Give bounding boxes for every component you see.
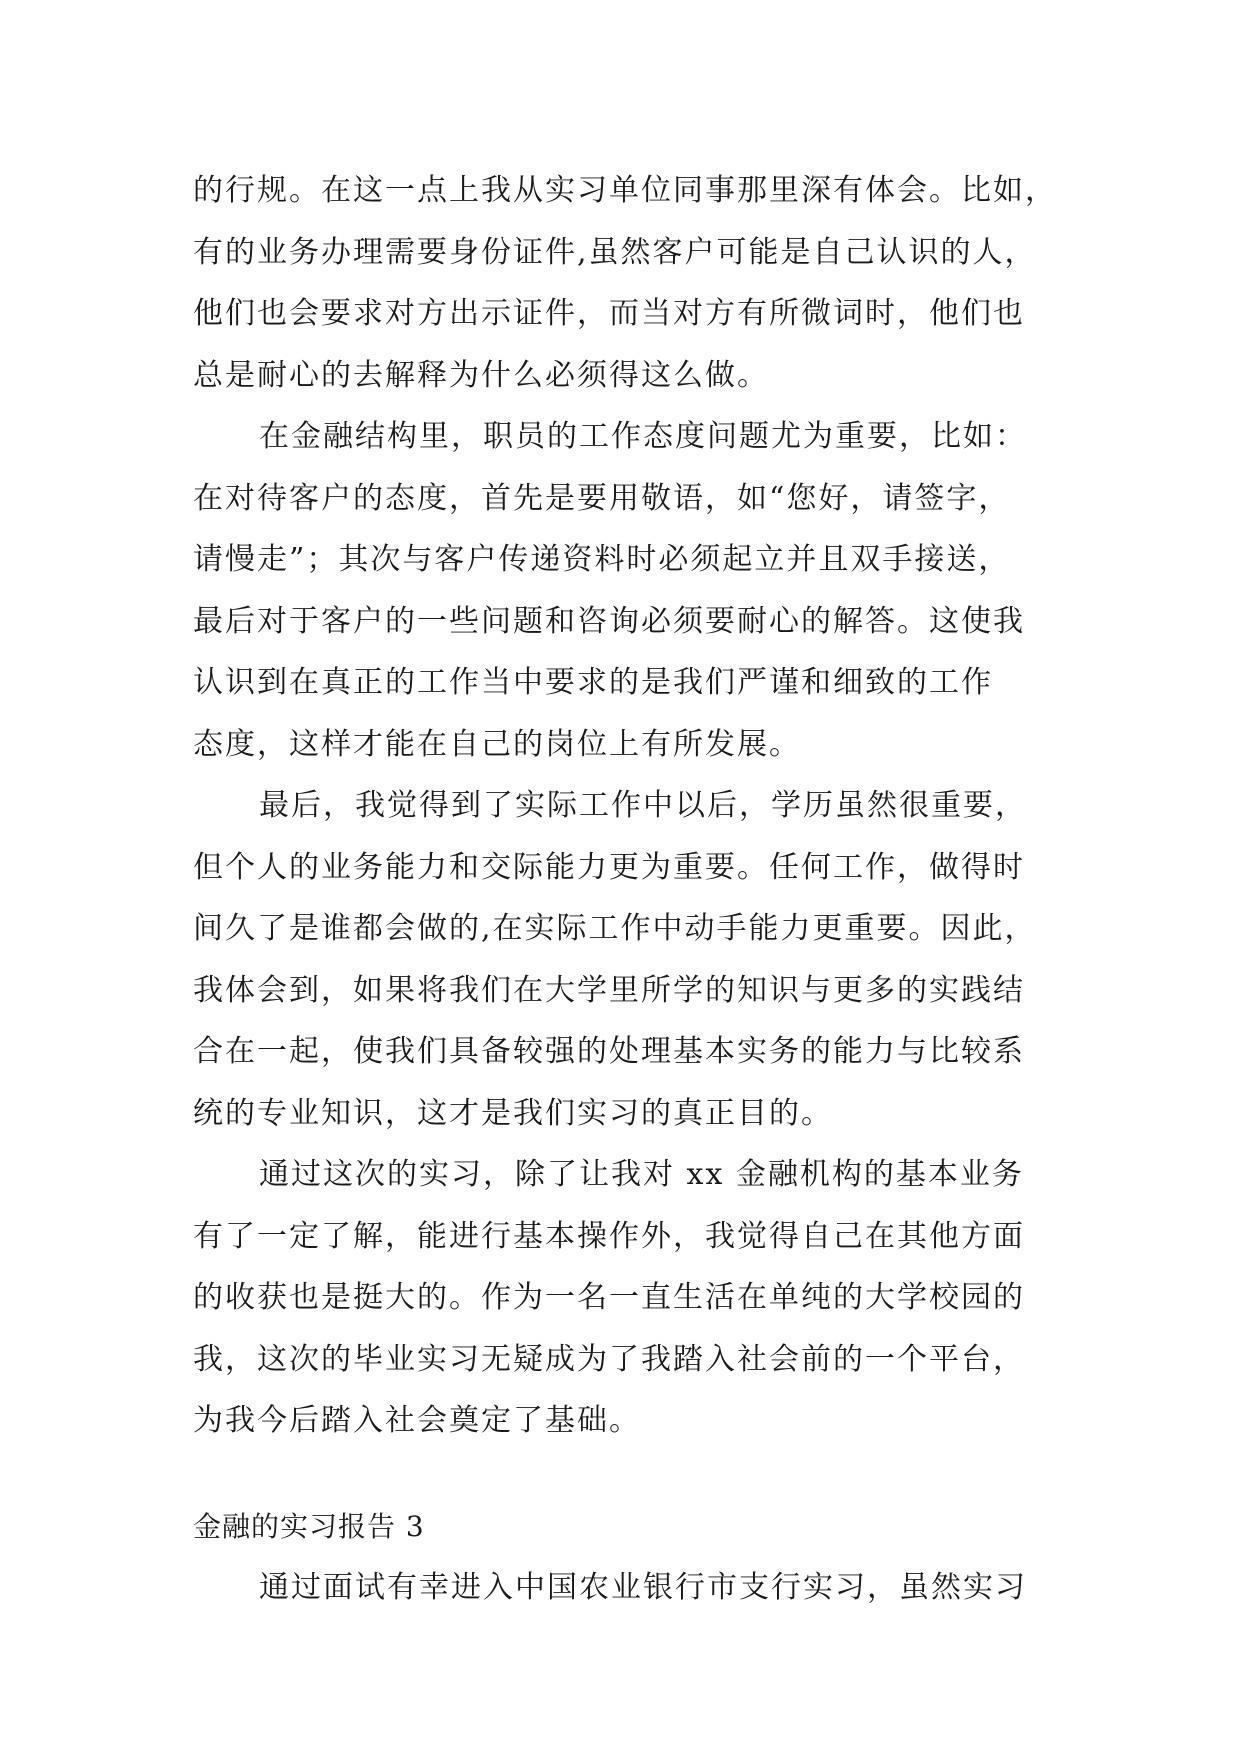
text-line: 他们也会要求对方出示证件，而当对方有所微词时，他们也 <box>193 296 1025 331</box>
text-line: 总是耐心的去解释为什么必须得这么做。 <box>193 357 769 393</box>
text-line: 态度，这样才能在自己的岗位上有所发展。 <box>193 726 801 762</box>
text-line: 统的专业知识，这才是我们实习的真正目的。 <box>193 1095 833 1131</box>
text-line: 为我今后踏入社会奠定了基础。 <box>193 1403 641 1438</box>
paragraph <box>193 1557 1078 1619</box>
paragraph <box>193 160 1078 406</box>
section-spacer <box>193 1452 1078 1496</box>
text-line: 但个人的业务能力和交际能力更为重要。任何工作，做得时 <box>193 849 1025 885</box>
text-line: 我体会到，如果将我们在大学里所学的知识与更多的实践结 <box>193 972 1025 1008</box>
text-line: 在对待客户的态度，首先是要用敬语，如“您好，请签字， <box>193 480 1011 516</box>
paragraph <box>193 406 1078 775</box>
document-body <box>193 160 1078 1619</box>
paragraph <box>193 1144 1078 1452</box>
text-line: 间久了是谁都会做的,在实际工作中动手能力更重要。因此， <box>193 911 1037 946</box>
text-line: 请慢走”；其次与客户传递资料时必须起立并且双手接送， <box>193 542 1011 577</box>
text-line: 在金融结构里，职员的工作态度问题尤为重要，比如： <box>259 419 1027 454</box>
text-line: 最后，我觉得到了实际工作中以后，学历虽然很重要， <box>259 788 1027 823</box>
text-line: 的行规。在这一点上我从实习单位同事那里深有体会。比如， <box>193 173 1057 208</box>
text-line: 通过面试有幸进入中国农业银行市支行实习，虽然实习 <box>259 1570 1027 1605</box>
section-heading: 金融的实习报告 3 <box>193 1509 425 1543</box>
text-line: 合在一起，使我们具备较强的处理基本实务的能力与比较系 <box>193 1034 1025 1069</box>
text-line: 通过这次的实习，除了让我对 xx 金融机构的基本业务 <box>259 1157 1024 1192</box>
text-line: 认识到在真正的工作当中要求的是我们严谨和细致的工作 <box>193 665 993 700</box>
paragraph <box>193 775 1078 1144</box>
text-line: 最后对于客户的一些问题和咨询必须要耐心的解答。这使我 <box>193 603 1025 639</box>
text-line: 的收获也是挺大的。作为一名一直生活在单纯的大学校园的 <box>193 1280 1025 1315</box>
text-line: 我，这次的毕业实习无疑成为了我踏入社会前的一个平台， <box>193 1341 1025 1377</box>
text-line: 有了一定了解，能进行基本操作外，我觉得自己在其他方面 <box>193 1218 1025 1254</box>
text-line: 有的业务办理需要身份证件,虽然客户可能是自己认识的人， <box>193 234 1037 270</box>
